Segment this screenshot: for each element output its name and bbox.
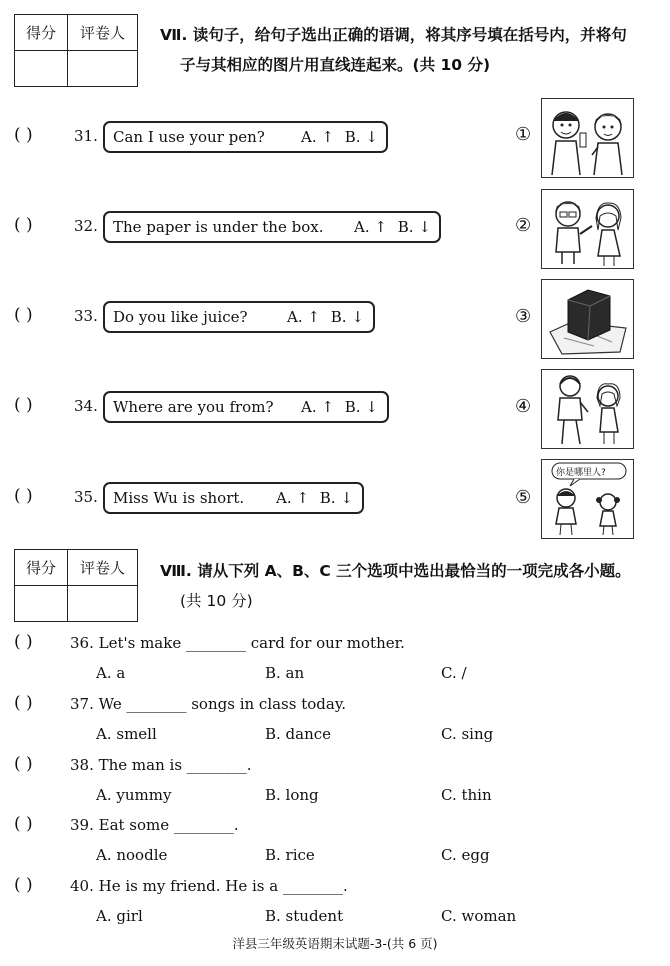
sentence-text: Can I use your pen? <box>113 128 265 146</box>
falling-arrow-icon: ↓ <box>365 398 378 416</box>
question-number: 34. <box>74 397 98 415</box>
picture-label-2: ② <box>515 215 532 236</box>
picture-box-on-paper[interactable] <box>541 279 634 359</box>
question-stem: 37. We ________ songs in class today. <box>70 695 347 713</box>
option-b[interactable]: B. long <box>265 786 319 804</box>
option-a: A. <box>301 398 317 416</box>
question-number: 33. <box>74 307 98 325</box>
intonation-options <box>301 123 378 151</box>
sentence-text: The paper is under the box. <box>113 218 324 236</box>
option-b: B. <box>344 398 361 416</box>
grader-cell[interactable] <box>68 51 138 87</box>
answer-paren[interactable]: ( ) <box>14 305 33 325</box>
answer-paren[interactable]: ( ) <box>14 215 33 235</box>
option-c[interactable]: C. thin <box>441 786 492 804</box>
section-8-title-line1: Ⅷ. 请从下列 A、B、C 三个选项中选出最恰当的一项完成各小题。 <box>160 562 631 580</box>
grader-label: 评卷人 <box>68 15 138 51</box>
answer-paren[interactable]: ( ) <box>14 814 33 834</box>
option-c[interactable]: C. woman <box>441 907 517 925</box>
score-cell[interactable] <box>15 51 68 87</box>
answer-paren[interactable]: ( ) <box>14 754 33 774</box>
sentence-box <box>103 301 375 333</box>
picture-label-4: ④ <box>515 396 532 417</box>
section-7-title-line1: Ⅶ. 读句子，给句子选出正确的语调，将其序号填在括号内，并将句 <box>160 26 627 44</box>
sentence-text: Do you like juice? <box>113 308 248 326</box>
falling-arrow-icon: ↓ <box>418 218 431 236</box>
intonation-options <box>276 484 353 512</box>
man-girl-illustration <box>542 370 633 448</box>
score-label: 得分 <box>15 15 68 51</box>
option-b[interactable]: B. dance <box>265 725 332 743</box>
sentence-text: Where are you from? <box>113 398 274 416</box>
question-stem: 40. He is my friend. He is a ________. <box>70 877 348 895</box>
picture-label-1: ① <box>515 124 532 145</box>
picture-boy-girl-paper[interactable] <box>541 189 634 269</box>
option-a[interactable]: A. noodle <box>96 846 168 864</box>
sentence-box <box>103 391 389 423</box>
score-box-2 <box>14 549 138 622</box>
option-b[interactable]: B. rice <box>265 846 315 864</box>
option-b[interactable]: B. student <box>265 907 344 925</box>
answer-paren[interactable]: ( ) <box>14 125 33 145</box>
rising-arrow-icon: ↑ <box>321 128 334 146</box>
option-b[interactable]: B. an <box>265 664 305 682</box>
grader-label: 评卷人 <box>68 550 138 586</box>
kids-pen-illustration <box>542 99 633 177</box>
rising-arrow-icon: ↑ <box>296 489 309 507</box>
answer-paren[interactable]: ( ) <box>14 486 33 506</box>
picture-label-5: ⑤ <box>515 487 532 508</box>
rising-arrow-icon: ↑ <box>374 218 387 236</box>
intonation-options <box>354 213 431 241</box>
option-b: B. <box>330 308 347 326</box>
option-a[interactable]: A. girl <box>96 907 143 925</box>
page-footer: 洋县三年级英语期末试题-3-(共 6 页) <box>232 936 438 951</box>
option-a: A. <box>301 128 317 146</box>
score-label: 得分 <box>15 550 68 586</box>
intonation-options <box>301 393 378 421</box>
falling-arrow-icon: ↓ <box>340 489 353 507</box>
sentence-box <box>103 121 388 153</box>
intonation-options <box>287 303 364 331</box>
option-a[interactable]: A. yummy <box>96 786 172 804</box>
option-a[interactable]: A. a <box>96 664 126 682</box>
sentence-box <box>103 211 441 243</box>
sentence-text: Miss Wu is short. <box>113 489 245 507</box>
answer-paren[interactable]: ( ) <box>14 693 33 713</box>
option-c[interactable]: C. egg <box>441 846 490 864</box>
question-number: 35. <box>74 488 98 506</box>
rising-arrow-icon: ↑ <box>321 398 334 416</box>
sentence-box <box>103 482 364 514</box>
section-8-title-line2: (共 10 分) <box>180 592 253 610</box>
option-b: B. <box>397 218 414 236</box>
question-number: 32. <box>74 217 98 235</box>
question-stem: 39. Eat some ________. <box>70 816 239 834</box>
question-stem: 38. The man is ________. <box>70 756 252 774</box>
boy-girl-illustration <box>542 190 633 268</box>
option-c[interactable]: C. sing <box>441 725 494 743</box>
picture-where-from[interactable] <box>541 459 634 539</box>
option-b: B. <box>319 489 336 507</box>
section-8-title <box>160 556 631 616</box>
picture-kids-pen[interactable] <box>541 98 634 178</box>
box-paper-illustration <box>542 280 633 358</box>
option-a[interactable]: A. smell <box>96 725 157 743</box>
grader-cell[interactable] <box>68 586 138 622</box>
section-7-title-line2: 子与其相应的图片用直线连起来。(共 10 分) <box>180 56 491 74</box>
picture-label-3: ③ <box>515 306 532 327</box>
section-7-title <box>160 20 627 80</box>
falling-arrow-icon: ↓ <box>351 308 364 326</box>
score-cell[interactable] <box>15 586 68 622</box>
falling-arrow-icon: ↓ <box>365 128 378 146</box>
rising-arrow-icon: ↑ <box>307 308 320 326</box>
option-b: B. <box>344 128 361 146</box>
question-stem: 36. Let's make ________ card for our mother. <box>70 634 405 652</box>
option-a: A. <box>354 218 370 236</box>
speech-bubble-text: 你是哪里人? <box>556 468 606 478</box>
answer-paren[interactable]: ( ) <box>14 632 33 652</box>
picture-man-girl[interactable] <box>541 369 634 449</box>
option-c[interactable]: C. / <box>441 664 467 682</box>
score-box-1 <box>14 14 138 87</box>
answer-paren[interactable]: ( ) <box>14 395 33 415</box>
answer-paren[interactable]: ( ) <box>14 875 33 895</box>
option-a: A. <box>287 308 303 326</box>
option-a: A. <box>276 489 292 507</box>
question-number: 31. <box>74 127 98 145</box>
